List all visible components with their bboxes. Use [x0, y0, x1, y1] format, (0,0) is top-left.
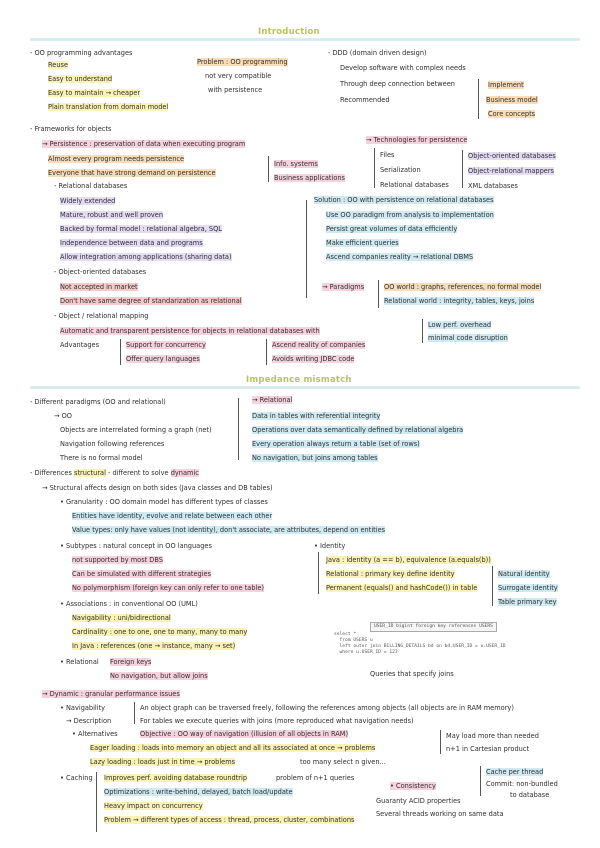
id-item: Relational : primary key define identity	[326, 570, 455, 578]
solution-item: Make efficient queries	[326, 239, 399, 247]
code-line: where u.USER_ID = 123	[334, 650, 398, 655]
cache-item: Heavy impact on concurrency	[104, 802, 203, 810]
cons-right: to database	[510, 791, 550, 799]
code-line: from USERS u	[334, 638, 373, 643]
ddd-heading: - DDD (domain driven design)	[328, 49, 427, 57]
ddd-item: Develop software with complex needs	[340, 64, 466, 72]
cons-right: Commit: non-bundled	[486, 780, 558, 788]
ddd-item: Through deep connection between	[340, 80, 455, 88]
orm-adv: Offer query languages	[126, 355, 200, 363]
id-right: Table primary key	[498, 598, 557, 606]
oo-item: Objects are interrelated forming a graph (net)	[60, 426, 212, 434]
tech-item: Relational databases	[380, 181, 449, 189]
oo-heading: → OO	[54, 412, 73, 420]
granularity-heading: • Granularity : OO domain model has different types of classes	[60, 498, 268, 506]
id-item: Permanent (equals() and hashCode()) in table	[326, 584, 478, 592]
reldb-item: Mature, robust and well proven	[60, 211, 164, 219]
assoc-item: In Java : references (one → instance, many → set)	[72, 642, 236, 650]
id-item: Java : identity (a == b), equivalence (a.equals(b))	[326, 556, 491, 564]
ddd-item: Recommended	[340, 96, 390, 104]
cache-mid: problem of n+1 queries	[276, 774, 355, 782]
oo-adv-item: Reuse	[48, 61, 69, 69]
structural-affects: → Structural affects design on both sides (Java classes and DB tables)	[42, 484, 273, 492]
cons-right: Cache per thread	[486, 768, 544, 776]
alt-item: Eager loading : loads into memory an object and all its associated at once → problems	[90, 744, 376, 752]
reldb-item: Widely extended	[60, 197, 116, 205]
oo-adv-item: Easy to maintain → cheaper	[48, 89, 141, 97]
paradigms-heading: → Paradigms	[322, 283, 365, 291]
rel2-item: No navigation, but allow joins	[110, 672, 208, 680]
rel2-item: Foreign keys	[110, 658, 152, 666]
cons-item: Guaranty ACID properties	[376, 797, 461, 805]
dynamic-heading: → Dynamic : granular performance issues	[42, 690, 180, 698]
divider	[30, 38, 580, 41]
rel-item: Data in tables with referential integrity	[252, 412, 381, 420]
divider	[30, 386, 580, 389]
caching-heading: • Caching	[60, 774, 93, 782]
identity-heading: • Identity	[314, 542, 346, 550]
oo-advantages-heading: - OO programming advantages	[30, 49, 133, 57]
solution-item: Use OO paradigm from analysis to implementation	[326, 211, 494, 219]
section-title-impedance: Impedance mismatch	[246, 375, 352, 385]
code-line: left outer join BILLING_DETAILS bd on bd.USER_ID = u.USER_ID	[334, 644, 506, 649]
orm-adv2: Avoids writing JDBC code	[272, 355, 355, 363]
persistence-heading: → Persistence : preservation of data when executing program	[42, 140, 246, 148]
sub-item: No polymorphism (foreign key can only refer to one table)	[72, 584, 264, 592]
reldb-item: Independence between data and programs	[60, 239, 203, 247]
reldb-item: Allow integration among applications (sharing data)	[60, 253, 232, 261]
technologies-heading: → Technologies for persistence	[366, 136, 468, 144]
code-line: select *	[334, 632, 357, 637]
tech-item: Files	[380, 151, 395, 159]
persist-item: Everyone that have strong demand on persistence	[48, 169, 216, 177]
oodb-heading: - Object-oriented databases	[54, 268, 147, 276]
code-title: USER_ID bigint foreign key references USERS	[370, 622, 497, 632]
oodb-item: Don't have same degree of standarization as relational	[60, 297, 242, 305]
oo-adv-item: Easy to understand	[48, 75, 113, 83]
orm-right: Low perf. overhead	[428, 321, 492, 329]
alt-right: May load more than needed	[446, 732, 539, 740]
problem-note: Problem : OO programming	[197, 58, 288, 66]
cache-item: Improves perf. avoiding database roundtrip	[104, 774, 248, 782]
reldb-item: Backed by formal model : relational algebra, SQL	[60, 225, 222, 233]
cache-item: Problem → different types of access : thread, process, cluster, combinations	[104, 816, 355, 824]
id-right: Natural identity	[498, 570, 550, 578]
relational-heading: → Relational	[252, 396, 293, 404]
alt-item: Objective : OO way of navigation (illusion of all objects in RAM)	[140, 730, 349, 738]
cache-item: Optimizations : write-behind, delayed, batch load/update	[104, 788, 293, 796]
alternatives-heading: • Alternatives	[72, 730, 118, 738]
solution-heading: Solution : OO with persistence on relational databases	[314, 196, 494, 204]
orm-right: minimal code disruption	[428, 334, 508, 342]
sub-item: not supported by most DBS	[72, 556, 163, 564]
persist-right: Business applications	[274, 174, 345, 182]
oodb-item: Not accepted in market	[60, 283, 138, 291]
relational-db-heading: - Relational databases	[54, 182, 128, 190]
id-right: Surrogate identity	[498, 584, 558, 592]
nav-description: → Description	[66, 717, 112, 725]
nav-desc-text: For tables we execute queries with joins (more reproduced what navigation needs)	[140, 717, 414, 725]
assoc-item: Navigability : uni/bidirectional	[72, 614, 171, 622]
orm-adv2: Ascend reality of companies	[272, 341, 366, 349]
persist-item: Almost every program needs persistence	[48, 155, 185, 163]
paradigm-rel: Relational world : integrity, tables, keys, joins	[384, 297, 535, 305]
relational-sub-heading: • Relational	[60, 658, 99, 666]
rel-item: Operations over data semantically defined by relational algebra	[252, 426, 464, 434]
ddd-right: Business model	[486, 96, 538, 104]
frameworks-heading: - Frameworks for objects	[30, 125, 112, 133]
cons-item: Several threads working on same data	[376, 810, 504, 818]
ddd-right: Core concepts	[488, 110, 536, 118]
orm-item: Advantages	[60, 341, 100, 349]
persist-right: Info. systems	[274, 160, 318, 168]
oo-item: There is no formal model	[60, 454, 143, 462]
gran-item: Entities have identity, evolve and relate between each other	[72, 512, 273, 520]
solution-item: Persist great volumes of data efficiently	[326, 225, 458, 233]
associations-heading: • Associations : in conventional OO (UML)	[60, 600, 198, 608]
rel-item: Every operation always return a table (set of rows)	[252, 440, 420, 448]
oo-adv-item: Plain translation from domain model	[48, 103, 169, 111]
orm-heading: - Object / relational mapping	[54, 312, 149, 320]
navigability-heading: • Navigability	[60, 704, 106, 712]
gran-item: Value types: only have values (not identity), don't associate, are attributes, depend on entities	[72, 526, 386, 534]
tech-right: Object-relational mappers	[468, 167, 554, 175]
ddd-right: Implement	[488, 81, 524, 89]
alt-right: n+1 in Cartesian product	[446, 745, 530, 753]
diff-paradigms-heading: - Different paradigms (OO and relational)	[30, 398, 166, 406]
tech-right: XML databases	[468, 182, 518, 190]
oo-item: Navigation following references	[60, 440, 165, 448]
rel-item: No navigation, but joins among tables	[252, 454, 378, 462]
solution-item: Ascend companies reality → relational DBMS	[326, 253, 474, 261]
paradigm-oo: OO world : graphs, references, no formal model	[384, 283, 542, 291]
code-note: Queries that specify joins	[370, 670, 454, 678]
sub-item: Can be simulated with different strategies	[72, 570, 212, 578]
orm-adv: Support for concurrency	[126, 341, 206, 349]
problem-note-3: with persistence	[208, 86, 263, 94]
tech-item: Serialization	[380, 166, 421, 174]
section-title-introduction: Introduction	[258, 27, 320, 37]
alt-item: Lazy loading : loads just in time → problems	[90, 758, 236, 766]
orm-item: Automatic and transparent persistence for objects in relational databases with	[60, 327, 320, 335]
differences-heading: - Differences structural - different to solve dynamic	[30, 469, 199, 477]
subtypes-heading: • Subtypes : natural concept in OO languages	[60, 542, 212, 550]
nav-text: An object graph can be traversed freely, following the references among objects (all objects are in RAM memory)	[140, 704, 514, 712]
problem-note-2: not very compatible	[205, 72, 272, 80]
consistency-heading: • Consistency	[390, 782, 436, 790]
tech-right: Object-oriented databases	[468, 152, 556, 160]
assoc-item: Cardinality : one to one, one to many, many to many	[72, 628, 248, 636]
alt-right: too many select n given...	[300, 758, 386, 766]
